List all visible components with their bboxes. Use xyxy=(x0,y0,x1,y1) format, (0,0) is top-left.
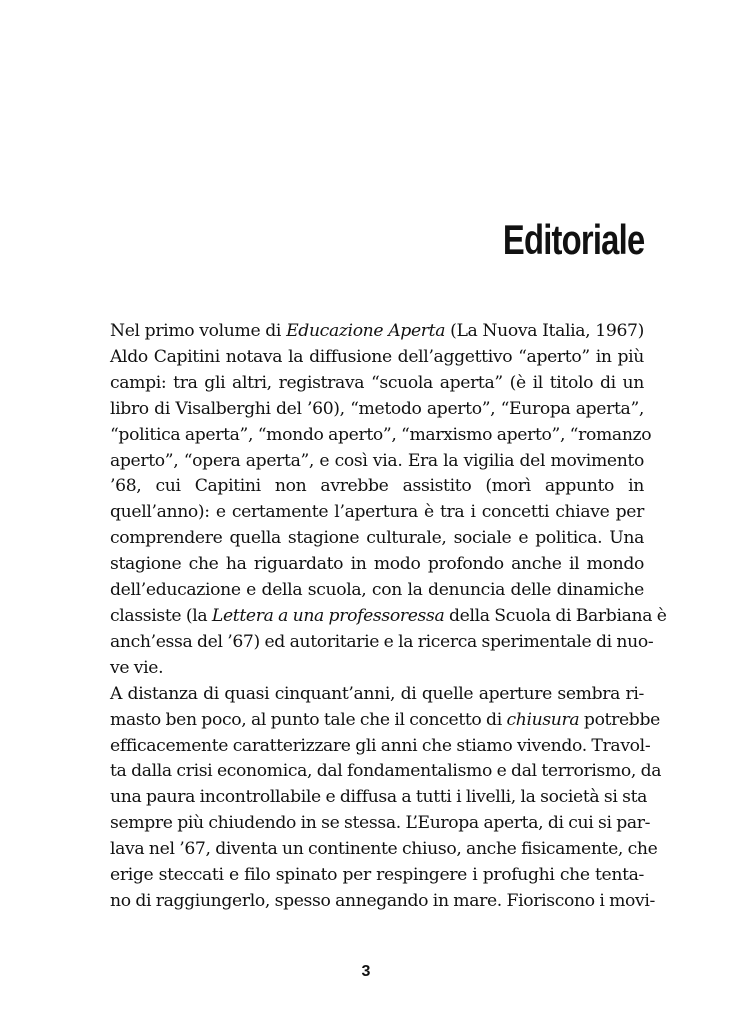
text-run: comprendere quella stagione culturale, sociale e politica. Una xyxy=(110,528,644,549)
text-run: erige steccati e filo spinato per respingere i profughi che tenta- xyxy=(110,865,644,886)
text-line xyxy=(110,682,644,708)
text-run: Nel primo volume di xyxy=(110,321,287,341)
text-run: libro di Visalberghi del ’60), “metodo aperto”, “Europa aperta”, xyxy=(110,398,644,419)
text-line xyxy=(110,734,651,760)
italic-text: Lettera a una professoressa xyxy=(211,605,445,626)
text-run: (La Nuova Italia, 1967) xyxy=(445,321,644,341)
text-line xyxy=(110,656,644,682)
text-run: aperto”, “opera aperta”, e così via. Era la vigilia del movimento xyxy=(110,450,644,471)
text-line xyxy=(110,785,648,811)
text-line xyxy=(110,552,644,578)
text-run: anch’essa del ’67) ed autoritarie e la ricerca sperimentale di nuo- xyxy=(110,631,654,652)
text-line xyxy=(110,371,644,397)
text-run: una paura incontrollabile e diffusa a tutti i livelli, la società si sta xyxy=(110,787,648,808)
text-line xyxy=(110,889,656,915)
text-line xyxy=(110,578,644,604)
text-line xyxy=(110,397,644,423)
text-line xyxy=(110,759,662,785)
text-run: A distanza di quasi cinquant’anni, di quelle aperture sembra ri- xyxy=(110,683,644,704)
text-line xyxy=(110,604,667,630)
text-line xyxy=(110,630,654,656)
text-run: ’68, cui Capitini non avrebbe assistito (morì appunto in xyxy=(110,476,644,497)
text-run: no di raggiungerlo, spesso annegando in mare. Fioriscono i movi- xyxy=(110,890,656,911)
page-title: Editoriale xyxy=(502,216,644,263)
text-line xyxy=(110,811,651,837)
text-run: ta dalla crisi economica, dal fondamentalismo e dal terrorismo, da xyxy=(110,761,662,782)
text-line xyxy=(110,449,644,475)
text-run: “politica aperta”, “mondo aperto”, “marxismo aperto”, “romanzo xyxy=(110,424,652,445)
text-run: lava nel ’67, diventa un continente chiuso, anche fisicamente, che xyxy=(110,839,658,860)
text-run: della Scuola di Barbiana è xyxy=(444,605,667,626)
text-run: Aldo Capitini notava la diffusione dell’aggettivo “aperto” in più xyxy=(110,346,644,367)
text-line xyxy=(110,500,644,526)
italic-text: Educazione Aperta xyxy=(286,321,446,341)
text-run: efficacemente caratterizzare gli anni che stiamo vivendo. Travol- xyxy=(110,735,651,756)
text-run: sempre più chiudendo in se stessa. L’Europa aperta, di cui si par- xyxy=(110,813,651,834)
italic-text: chiusura xyxy=(506,709,580,730)
paragraph xyxy=(110,319,667,682)
article-body xyxy=(110,319,667,915)
text-line xyxy=(110,837,658,863)
text-run: quell’anno): e certamente l’apertura è tra i concetti chiave per xyxy=(110,502,644,523)
text-line xyxy=(110,319,644,345)
text-run: ve vie. xyxy=(110,657,164,678)
paragraph xyxy=(110,682,662,915)
text-line xyxy=(110,863,644,889)
text-run: classiste (la xyxy=(110,605,212,626)
text-line xyxy=(110,345,644,371)
page-number: 3 xyxy=(361,963,371,980)
text-run: masto ben poco, al punto tale che il concetto di xyxy=(110,709,507,730)
text-line xyxy=(110,526,644,552)
text-line xyxy=(110,423,652,449)
text-run: dell’educazione e della scuola, con la denuncia delle dinamiche xyxy=(110,580,644,601)
text-line xyxy=(110,474,644,500)
text-run: campi: tra gli altri, registrava “scuola aperta” (è il titolo di un xyxy=(110,372,644,393)
text-line xyxy=(110,708,660,734)
text-run: stagione che ha riguardato in modo profondo anche il mondo xyxy=(110,554,644,575)
text-run: potrebbe xyxy=(579,709,660,730)
